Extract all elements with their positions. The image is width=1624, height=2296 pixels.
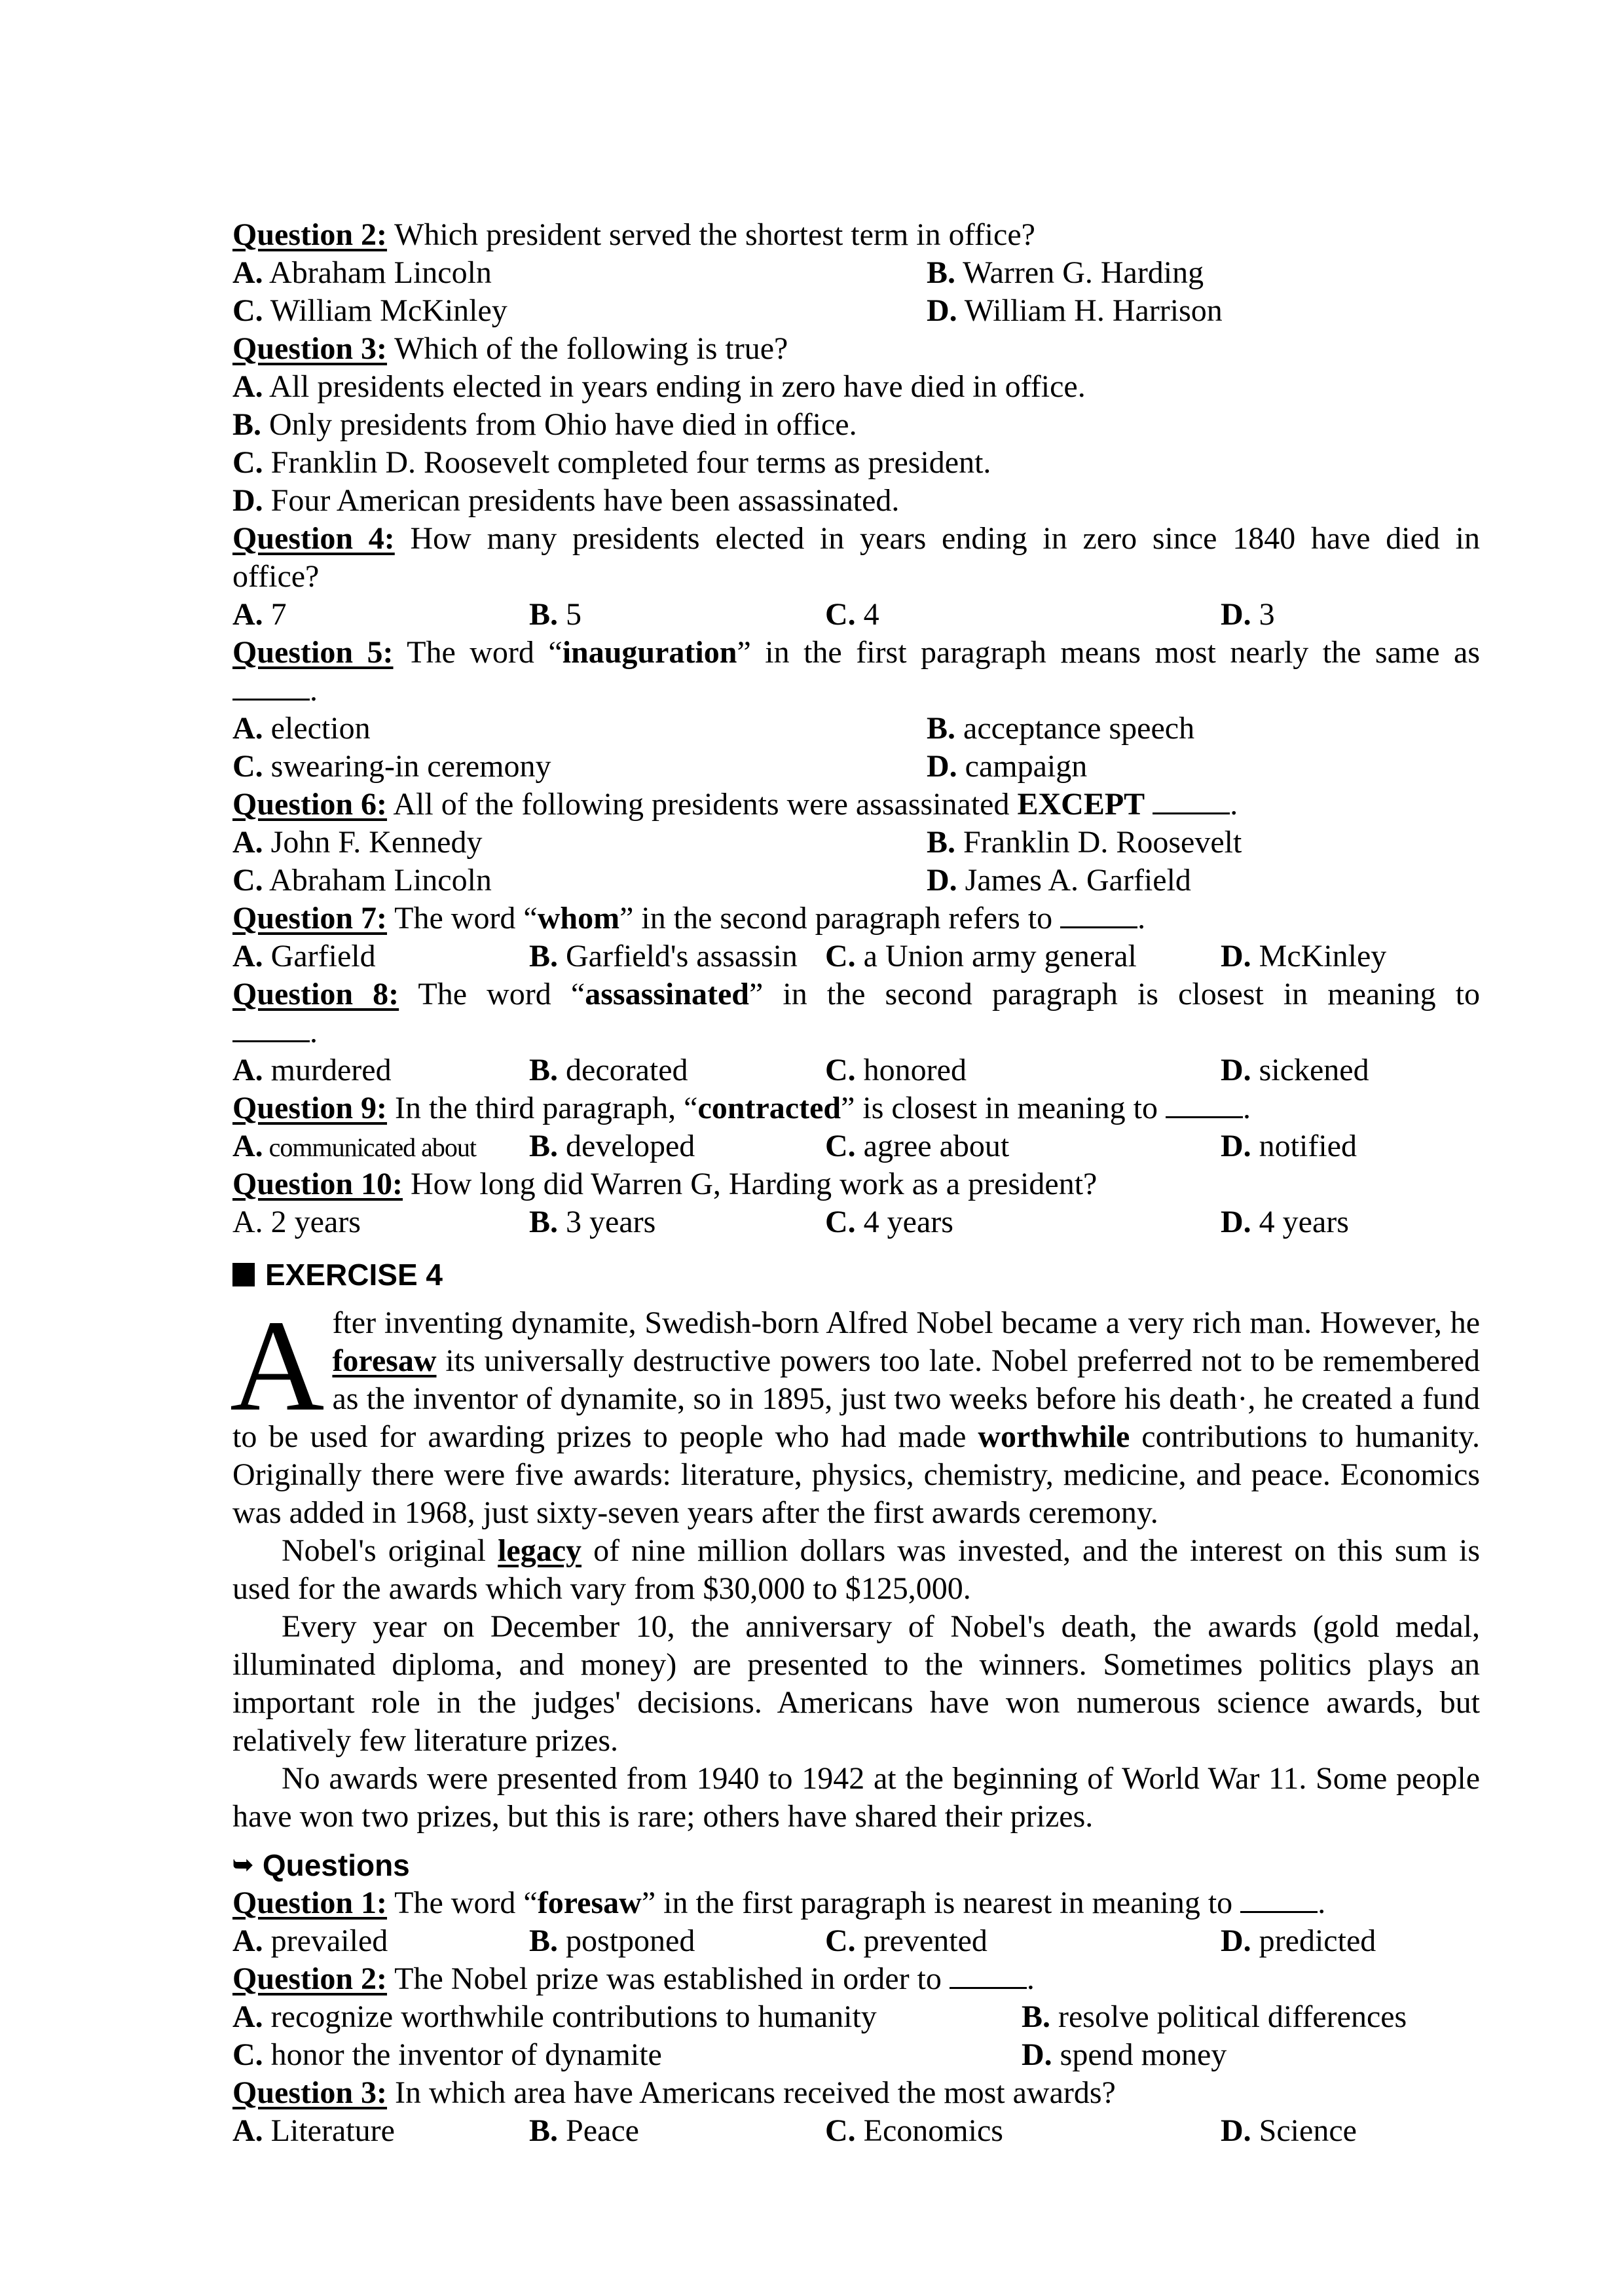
keyword: EXCEPT: [1017, 787, 1145, 822]
answer-blank-line: .: [232, 672, 1480, 710]
option-d: D. campaign: [927, 749, 1088, 784]
option-c: C. honored: [825, 1053, 967, 1087]
option-a: A. John F. Kennedy: [232, 825, 483, 860]
option-d: D. 4 years: [1221, 1205, 1349, 1239]
option-b: B. resolve political differences: [1022, 1999, 1407, 2034]
options-row: [232, 1203, 1480, 1241]
option-d: D. William H. Harrison: [927, 293, 1223, 328]
option-b: B. 3 years: [529, 1205, 656, 1239]
answer-blank: [1060, 900, 1137, 928]
option-b: B. developed: [529, 1129, 695, 1163]
question-text: How long did Warren G, Harding work as a president?: [403, 1167, 1098, 1201]
question-10: [232, 1165, 1480, 1203]
question-label: Question 4:: [232, 521, 395, 556]
exercise-heading: EXERCISE 4: [232, 1256, 1480, 1294]
question-4-continued: office?: [232, 559, 320, 594]
options-row: [232, 596, 1480, 634]
ex4-question-2: Question 2: The Nobel prize was established in order to .: [232, 1961, 1035, 1996]
options-row: [232, 254, 1480, 292]
question-label: Question 7:: [232, 901, 388, 936]
document-page: [232, 216, 1480, 2150]
question-2: [232, 216, 1480, 254]
options-row: [232, 1998, 1480, 2036]
drop-cap: A: [230, 1294, 325, 1438]
option-d: D. notified: [1221, 1129, 1357, 1163]
option-c: C. swearing-in ceremony: [232, 749, 551, 784]
option-a: A. prevailed: [232, 1923, 388, 1958]
passage-paragraph-4: No awards were presented from 1940 to 1942 at the beginning of World War 11. Some people have won two prizes, but this is rare; others have shared their prizes.: [232, 1761, 1480, 1834]
question-label: Question 3:: [232, 2075, 388, 2110]
option-a: A. communicated about: [232, 1129, 477, 1163]
option-b: B. Only presidents from Ohio have died in office.: [232, 407, 857, 442]
question-label: Question 5:: [232, 635, 394, 670]
option-d: D. sickened: [1221, 1053, 1369, 1087]
option-b: B. Franklin D. Roosevelt: [927, 825, 1242, 860]
keyword: assassinated: [585, 977, 749, 1011]
question-text: How many presidents elected in years ending in zero since 1840 have died in: [394, 521, 1481, 556]
option-a: A. election: [232, 711, 371, 746]
options-row: [232, 1051, 1480, 1089]
passage-paragraph-2: Nobel's original legacy of nine million dollars was invested, and the interest on this sum is used for the awards which vary from $30,000 to $125,000.: [232, 1533, 1480, 1606]
option-c: C. Economics: [825, 2113, 1003, 2148]
question-label: Question 9:: [232, 1091, 388, 1125]
question-7: Question 7: The word “whom” in the second paragraph refers to .: [232, 901, 1146, 936]
option-c: C. Franklin D. Roosevelt completed four terms as president.: [232, 445, 991, 480]
option-b: B. 5: [529, 597, 582, 632]
option-a: A. recognize worthwhile contributions to humanity: [232, 1999, 877, 2034]
option-a: A. 2 years: [232, 1205, 361, 1239]
question-label: Question 2:: [232, 217, 388, 252]
answer-blank: [1166, 1090, 1243, 1118]
options-row: [232, 2112, 1480, 2150]
question-8: Question 8: The word “assassinated” in the second paragraph is closest in meaning to: [232, 977, 1481, 1011]
option-b: B. Garfield's assassin: [529, 939, 798, 974]
option-b: B. postponed: [529, 1923, 695, 1958]
option-a: A. Garfield: [232, 939, 376, 974]
ex4-question-1: Question 1: The word “foresaw” in the first paragraph is nearest in meaning to .: [232, 1886, 1326, 1920]
option-a: A. Abraham Lincoln: [232, 255, 492, 290]
answer-blank: [950, 1961, 1027, 1989]
options-row: [232, 2036, 1480, 2074]
keyword: whom: [537, 901, 620, 936]
option-c: C. honor the inventor of dynamite: [232, 2037, 662, 2072]
option-c: C. 4: [825, 597, 879, 632]
question-6: Question 6: All of the following presidents were assassinated EXCEPT .: [232, 787, 1238, 822]
passage-paragraph-1: After inventing dynamite, Swedish-born Alfred Nobel became a very rich man. However, he foresaw its universally destructive powers too late. Nobel preferred not to be remembered as the inventor of dynamite, so in 1895, just two weeks before his death·, he created a fund to be used for awarding prizes to people who had made worthwhile contributions to humanity. Originally there were five awards: literature, physics, chemistry, medicine, and peace. Economics was added in 1968, just sixty-seven years after the first awards ceremony.: [230, 1294, 1480, 1530]
answer-blank-line: .: [232, 1013, 1480, 1051]
question-label: Question 8:: [232, 977, 399, 1011]
option-c: C. agree about: [825, 1129, 1010, 1163]
answer-blank: [1153, 786, 1230, 814]
keyword-worthwhile: worthwhile: [978, 1419, 1130, 1454]
option-b: B. decorated: [529, 1053, 688, 1087]
question-text: Which of the following is true?: [387, 331, 788, 366]
option-c: C. William McKinley: [232, 293, 507, 328]
keyword: inauguration: [562, 635, 737, 670]
options-row: [232, 710, 1480, 748]
option-c: C. Abraham Lincoln: [232, 863, 492, 898]
question-label: Question 1:: [232, 1886, 388, 1920]
keyword-legacy: legacy: [498, 1533, 582, 1568]
option-a: A. All presidents elected in years ending in zero have died in office.: [232, 369, 1086, 404]
question-label: Question 3:: [232, 331, 388, 366]
option-d: D. James A. Garfield: [927, 863, 1191, 898]
square-bullet-icon: [232, 1263, 255, 1286]
options-row: [232, 862, 1480, 900]
options-row: [232, 1127, 1480, 1165]
option-a: A. Literature: [232, 2113, 395, 2148]
passage-paragraph-3: Every year on December 10, the anniversary of Nobel's death, the awards (gold medal, illuminated diploma, and money) are presented to the winners. Sometimes politics plays an important role in the judges' decisions. Americans have won numerous science awards, but relatively few literature prizes.: [232, 1609, 1480, 1758]
option-d: D. predicted: [1221, 1923, 1376, 1958]
question-text: Which president served the shortest term in office?: [387, 217, 1035, 252]
options-row: [232, 938, 1480, 975]
question-3: [232, 330, 1480, 368]
option-b: B. Peace: [529, 2113, 639, 2148]
question-4: [232, 520, 1480, 558]
ex4-question-3: Question 3: In which area have Americans received the most awards?: [232, 2075, 1116, 2110]
options-row: [232, 824, 1480, 862]
arrow-bullet-icon: ➥: [232, 1851, 253, 1879]
questions-heading: ➥ Questions: [232, 1846, 1480, 1884]
answer-blank: [232, 1014, 310, 1042]
option-d: D. Four American presidents have been assassinated.: [232, 483, 900, 518]
options-row: [232, 292, 1480, 330]
options-row: [232, 1922, 1480, 1960]
options-row: [232, 748, 1480, 786]
option-b: B. Warren G. Harding: [927, 255, 1204, 290]
question-label: Question 10:: [232, 1167, 403, 1201]
keyword-foresaw: foresaw: [332, 1343, 437, 1378]
option-c: C. prevented: [825, 1923, 987, 1958]
question-label: Question 2:: [232, 1961, 388, 1996]
option-d: D. Science: [1221, 2113, 1357, 2148]
option-d: D. 3: [1221, 597, 1275, 632]
answer-blank: [1240, 1885, 1318, 1913]
option-b: B. acceptance speech: [927, 711, 1195, 746]
option-d: D. McKinley: [1221, 939, 1387, 974]
keyword: foresaw: [537, 1886, 642, 1920]
option-a: A. murdered: [232, 1053, 392, 1087]
question-label: Question 6:: [232, 787, 388, 822]
option-c: C. a Union army general: [825, 939, 1137, 974]
keyword: contracted: [697, 1091, 841, 1125]
question-9: Question 9: In the third paragraph, “contracted” is closest in meaning to .: [232, 1091, 1251, 1125]
option-d: D. spend money: [1022, 2037, 1227, 2072]
answer-blank: [232, 672, 310, 701]
option-c: C. 4 years: [825, 1205, 953, 1239]
option-a: A. 7: [232, 597, 287, 632]
question-5: Question 5: The word “inauguration” in the first paragraph means most nearly the same as: [232, 635, 1481, 670]
